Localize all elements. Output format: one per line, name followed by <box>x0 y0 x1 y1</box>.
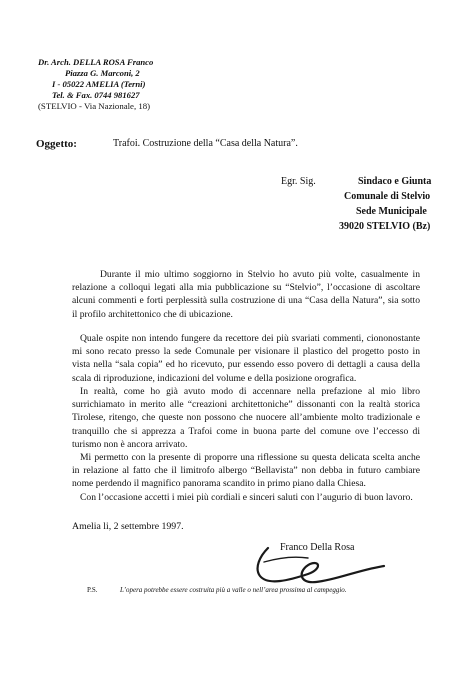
sender-street: Piazza G. Marconi, 2 <box>65 68 140 78</box>
signature-name: Franco Della Rosa <box>280 542 355 553</box>
body-paragraph-1: Durante il mio ultimo soggiorno in Stelvio ho avuto più volte, casualmente in relazione a colloqui legati alla mia pubblicazione su “Stelvio”, l’occasione di ascoltare alcuni commenti e forti perplessità sulla costruzione di una “Casa della Natura”, sia sotto il profilo architettonico che di ubicazione. <box>72 269 420 320</box>
recipient-line2: Comunale di Stelvio <box>344 191 431 202</box>
ps-label: P.S. <box>87 586 98 594</box>
recipient-salutation: Egr. Sig. <box>281 176 316 187</box>
recipient-line1: Sindaco e Giunta <box>358 176 432 187</box>
body-paragraph-5: Con l’occasione accetti i miei più cordiali e sinceri saluti con l’augurio di buon lavoro. <box>80 492 413 503</box>
body-paragraph-2: Quale ospite non intendo fungere da recettore dei più svariati commenti, ciononostante mi sono recato presso la sede Comunale per visionare il plastico del progetto posto in vista nella “sala copia” ed ho ricevuto, pur essendo esso povero di dettagli a causa della scala di riproduzione, indicazioni del volume e della posizione orografica. <box>72 333 420 384</box>
sender-alt-address: (STELVIO - Via Nazionale, 18) <box>38 101 151 111</box>
body-paragraph-4: Mi permetto con la presente di proporre una riflessione su questa delicata scelta anche in relazione al fatto che il limitrofo albergo “Bellavista” non debba in futuro cambiare nome perdendo il magnifico panorama scandito in primo piano dalla Chiesa. <box>72 452 420 490</box>
ps-text: L’opera potrebbe essere costruita più a valle o nell’area prossima al campeggio. <box>120 586 347 594</box>
sender-city: I - 05022 AMELIA (Terni) <box>52 79 146 89</box>
sender-name: Dr. Arch. DELLA ROSA Franco <box>38 57 154 67</box>
recipient-line3: Sede Municipale <box>356 206 427 217</box>
subject-text: Trafoi. Costruzione della “Casa della Natura”. <box>113 138 298 149</box>
subject-label: Oggetto: <box>36 138 77 150</box>
letter-date: Amelia li, 2 settembre 1997. <box>72 521 184 532</box>
body-paragraph-3: In realtà, come ho già avuto modo di accennare nella prefazione al mio libro surrichiamato in merito alle “creazioni architettoniche” dissonanti con la realtà storica Tirolese, ritengo, che queste non possono che nuocere all’ambiente molto tradizionale e tranquillo che si apprezza a Trafoi come in buona parte del comune ove l’eccesso di turismo non è ancora arrivato. <box>72 386 420 450</box>
recipient-line4: 39020 STELVIO (Bz) <box>339 221 431 232</box>
sender-phone: Tel. & Fax. 0744 981627 <box>52 90 140 100</box>
